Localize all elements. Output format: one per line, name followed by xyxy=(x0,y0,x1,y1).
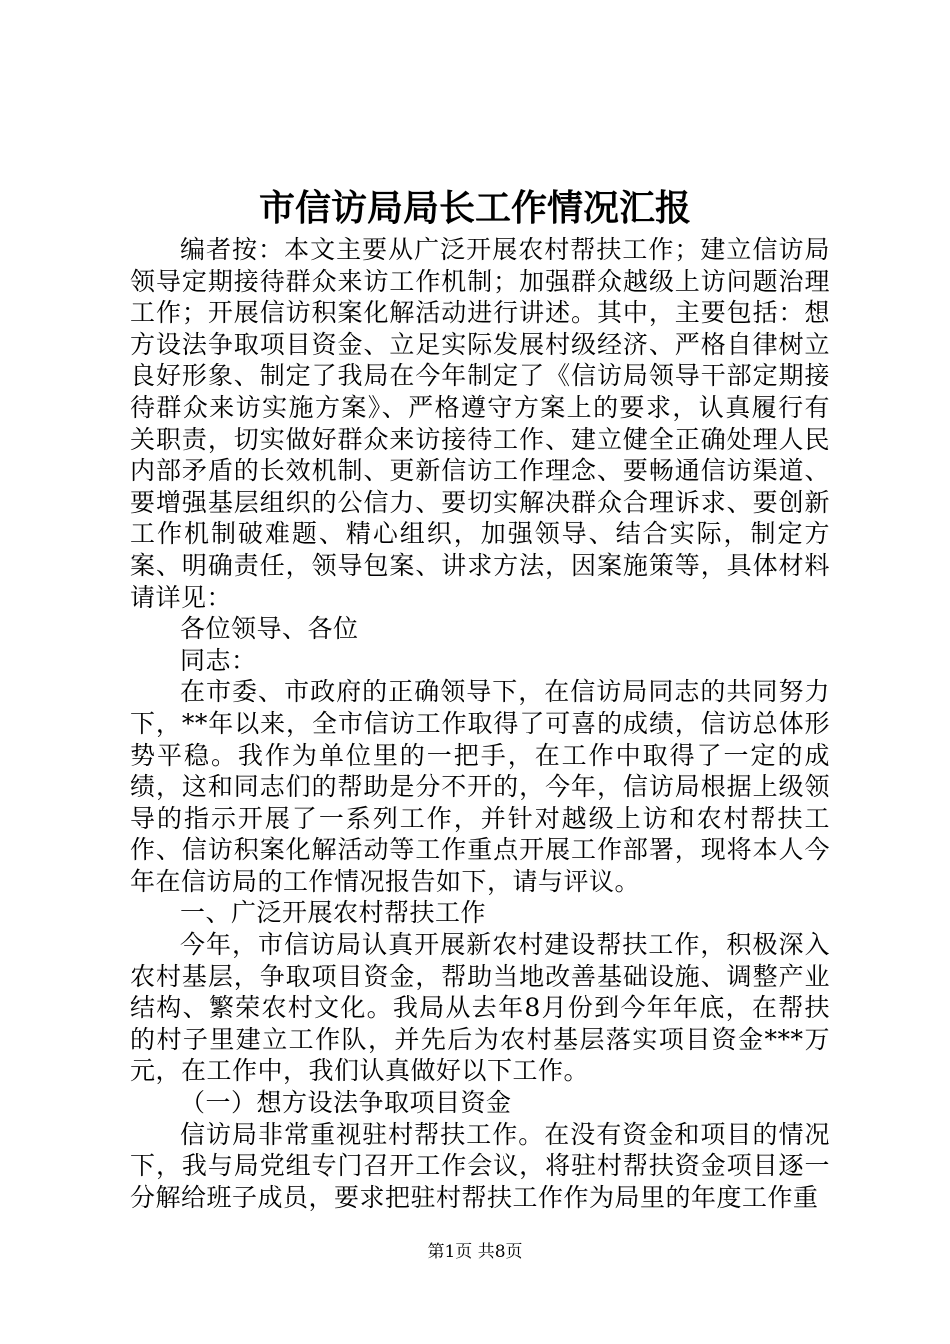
intro-paragraph: 在市委、市政府的正确领导下，在信访局同志的共同努力下，**年以来，全市信访工作取得了可喜的成绩，信访总体形势平稳。我作为单位里的一把手，在工作中取得了一定的成绩，这和同志们的帮助是分不开的，今年，信访局根据上级领导的指示开展了一系列工作，并针对越级上访和农村帮扶工作、信访积案化解活动等工作重点开展工作部署，现将本人今年在信访局的工作情况报告如下，请与评议。 xyxy=(130,677,830,896)
page-footer: 第1页 共8页 xyxy=(427,1242,523,1262)
section-1-paragraph: 今年，市信访局认真开展新农村建设帮扶工作，积极深入农村基层，争取项目资金，帮助当地改善基础设施、调整产业结构、繁荣农村文化。我局从去年8月份到今年年底，在帮扶的村子里建立工作队，并先后为农村基层落实项目资金***万元，在工作中，我们认真做好以下工作。 xyxy=(130,930,830,1086)
subsection-1-paragraph: 信访局非常重视驻村帮扶工作。在没有资金和项目的情况下，我与局党组专门召开工作会议，将驻村帮扶资金项目逐一分解给班子成员，要求把驻村帮扶工作作为局里的年度工作重 xyxy=(130,1119,830,1212)
section-heading-1: 一、广泛开展农村帮扶工作 xyxy=(180,898,487,928)
editor-note-paragraph: 编者按：本文主要从广泛开展农村帮扶工作；建立信访局领导定期接待群众来访工作机制；加强群众越级上访问题治理工作；开展信访积案化解活动进行讲述。其中，主要包括：想方设法争取项目资金、立足实际发展村级经济、严格自律树立良好形象、制定了我局在今年制定了《信访局领导干部定期接待群众来访实施方案》、严格遵守方案上的要求，认真履行有关职责，切实做好群众来访接待工作、建立健全正确处理人民内部矛盾的长效机制、更新信访工作理念、要畅通信访渠道、要增强基层组织的公信力、要切实解决群众合理诉求、要创新工作机制破难题、精心组织，加强领导、结合实际，制定方案、明确责任，领导包案、讲求方法，因案施策等，具体材料请详见： xyxy=(130,235,830,612)
document-body xyxy=(130,234,830,1213)
subsection-heading-1: （一）想方设法争取项目资金 xyxy=(180,1088,512,1118)
salutation-line-2: 同志： xyxy=(180,645,257,675)
salutation-line-1: 各位领导、各位 xyxy=(180,614,359,644)
document-title: 市信访局局长工作情况汇报 xyxy=(258,187,691,229)
